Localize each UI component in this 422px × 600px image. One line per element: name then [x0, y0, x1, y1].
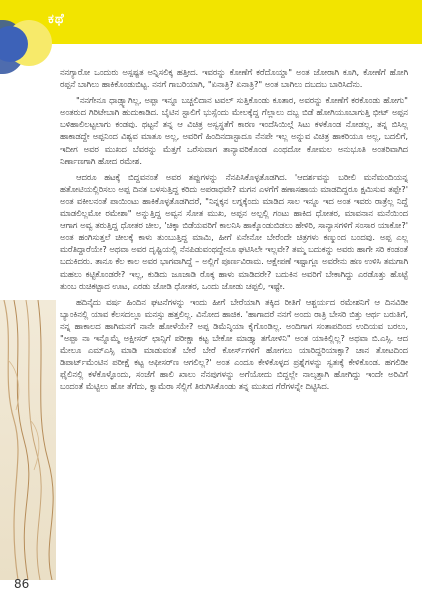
page-number: 86 [14, 577, 30, 591]
article-body [60, 66, 408, 592]
section-title: ಕಥೆ [48, 12, 65, 27]
wood-grain-illustration [0, 300, 56, 580]
paragraph: ಹದಿನೈದು ವರ್ಷ ಹಿಂದಿನ ಘಟನೆಗಳನ್ನು ಇಂದು ಹೀಗೆ ಬೇರೆಯಾಗಿ ತಕ್ಕಿದ ರೀತಿಗೆ ಆಶ್ಚರ್ಯದ ರಮೇಶನಿಗೆ ಆ ದಿನವಿಡೀ ಬ್ಯಾಂಕಿನಲ್ಲಿ ಯಾವ ಕೆಲಸದಲ್ಲೂ ಮನಸ್ಸು ಹತ್ತಲಿಲ್ಲ. ವಿನೋದ ಹಾಜಿಕ. 'ಹಾಗಾದರೆ ನನಗೆ ಅಂದು ರಾತ್ರಿ ಬೇಸರಿ ಬಿತ್ತು ಆರ್ಥ ಬರುತಿಗೆ, ನನ್ನ ಹಾಕಾಲದ ಹಾಗಿಮನಗೆ ನಾನೇ ಹೋಳೆಯೇ? ಅಪ್ಪ ಡಿಮೆನ್ಶಿಯಾ ಕೈಗೊಂಡಿಲ್ಲ. ಅಂದಿಗಾಗ ಸಂತಾಪದಿಂದ ಉದಿಯವ ಬರಲು, "ಅಪ್ಪಾ ನಾ ಇನ್ನೊಮ್ಮೆ ಅಕ್ಷೀಸರ್ ಛಾನ್ಸಿಗೆ ಪರೀಕ್ಷಾ ಕಟ್ಟ ಬೇಕೋ ಮಾಡ್ತ್ಯಾ ತಗೋಳಿನಿ" ಅಂತ ಯಾಕಿಲ್ಲಿಲ್ಲ? ಅಥವಾ ಬಿ.ಎಸ್ಸಿ. ಆದ ಮೇಲೂ ಎಮ್ಎಸ್ಸಿ ಮಾಡಿ ಮಾಡುವಂತೆ ಬೇರೆ ಬೇರೆ ಕೋರ್ಸ್‌ಗಳಿಗೆ ಹೋಗಲು ಯಾರಿದ್ದರಿಯಾಕ್ಸಾ? ಚಾನ ತೋಟದಿಂದ ಡಿಪಾರ್ಟ್‌ಮೆಂಟಿನ ಪರೀಕ್ಷೆ ಕಟ್ಟ ಆಫೀಸರ್‌ಣ ಆಗಲಿಲ್ಲ?' ಅಂತ ಎಂದೂ ಕೇಳಿಕೊಳ್ಳದ ಪ್ರಶ್ನೆಗಳನ್ನು ಸ್ವತಃಕ್ಕೆ ಕೇಳಿಕೊಂಡ. ಹಗಲಿಡೀ ಫೈಲಿನಲ್ಲಿ ಕಳೆಕೊಳ್ಳೊಂದು, ಸಂಜೆಗೆ ಹಾಲಿ ಖಾಲು ನೆನಪುಗಳನ್ನು ಅಗೆಯೋದು ಬಿದ್ದಲ್ಲೇ ನಾಲ್ಕತ್ತಾಗಿ ಹೋಗಿದ್ದು ಇಂದೇ ಅರಿವಿಗೆ ಬಂದಂತೆ ಮೆಟ್ಟಿಲು ಹೋ ತೆಗೆದು, ಕ್ವಾಮೆರಾ ಸೆಲ್ಲಿಗೆ ತಿರುಗಿಸಿಕೊಂಡು ತನ್ನ ಮುಖದ ಗೆರೆಗಳನ್ನೇ ದಿಟ್ಟಿಸಿದ. [60, 296, 408, 392]
paragraph: ಆದರೂ ಹಟಕ್ಕೆ ಬಿದ್ದವನಂತೆ ಅವರ ತಪ್ಪುಗಳನ್ನು ನೆನಪಿಸಿಕೊಳ್ಳತೊಡಗಿದ. 'ಆದರ್ಶವನ್ನು ಬರೀಲಿ ಮನೆಮಂದಿಯನ್ನ ಹತೋಟಿಯಲ್ಲಿರಿಸಲು ಅಪ್ಪ ದಿನತ ಬಳಸುತ್ತಿದ್ದ ಕರಿದು ಅಪರಾಧವೇ? ಮಗನ ಎಳಗೆಗೆ ಹಣಾಸಹಾಯ ಮಾಡದಿದ್ದರೂ ಕ್ಷಮಿಸುವ ತಪ್ಪೇ?' ಅಂತ ವಕೀಲನಂತೆ ಪಾಯಿಂಟು ಹಾಕಿಕೊಳ್ಳತೊಡಗಿದರೆ, "ನಿನ್ನಕ್ಕನ ಲಗ್ನಕ್ಕೆಂದು ಮಾಡಿದ ಸಾಲ ಇನ್ನೂ ಇದ ಅಂತ ಇವರು ರಾತ್ರೆಲ್ಲ ನಿದ್ದೆ ಮಾಡಲಿಲ್ಲಮೋ ರಮೇಶಾ" ಅನ್ನುತ್ತಿದ್ದ ಅವ್ವನ ಸೋತ ಮುಖ, ಅಪ್ಪನ ಅಲ್ಪಲ್ಲಿ ಗಂಟು ಹಾಕಿದ ಧೋತರ, ಮಾವನಾನ ಮನೆಯಿಂದ ಆಗಾಗ ಅವ್ವ ತರುತ್ತಿದ್ದ ಧೋತರ ಚೀಲ, 'ಚಿಕ್ಕಾ ಬಿಡೆಯವರಿಗೆ ಕಾಲನಿಸಿ ಹಾಕ್ಕೊಂಡುಬಿಡಲು ಹೇಳಿರಿ, ಸಾನ್ಯಾಸಗಳಿಗೆ ಸಂಸಾರ ಯಾಕೋ?' ಅಂತ ಹಂಗಿಸುತ್ತಲೆ ಚೀಲಕ್ಕೆ ಕಾಳು ತುಂಬುತ್ತಿದ್ದ ಮಾಮಿ, ಹೀಗೆ ಏನೇನೋ ಬೇರೆಂದೇ ಚಿತ್ರಗಳು ಕಣ್ಮುಂದ ಬಂದವು. ಅಪ್ಪ ಎಲ್ಲ ಮರೆತಿದ್ದಾರೆಯೇ? ಅಥವಾ ಅವರ ದೃಷ್ಟಿಯಲ್ಲಿ ನೆನಪಿಡುವಂಥದ್ದೇನೂ ಘಟಿಸಿಲೇ ಇಲ್ಲವೇ? ತಮ್ಮ ಬದುಕನ್ನು ಅವರು ಹಾಗೇ ಸರಿ ಕಂಡಂತೆ ಬದುಕಿದರು. ತಾನೂ ಕೆಲ ಕಾಲ ಅವರ ಭಾಗವಾಗಿದ್ದೆ – ಅಲ್ಲಿಗೆ ಪೂರ್ಣವಿರಾಮ. ಆಕ್ಷೇಪಣೆ ಇಷ್ಟಾಗ್ಲೂ ಅವರೇನು ಹಣ ಉಳಿಸಿ ತಮಗಾಗಿ ಮಹಲು ಕಟ್ಟಿಕೊಂಡರೇ? ಇಲ್ಲ, ಕುಡಿದು ಜೂಜಾಡಿ ರೊಕ್ಕ ಹಾಳು ಮಾಡಿದರೇ? ಬದುಕಿನ ಅವರಿಗೆ ಬೇಕಾಗಿದ್ದು ಎರಡೊತ್ತು ಹೊಟ್ಟೆ ತುಂಬ ರುಚಿಕಟ್ಟಾದ ಊಟ, ಎರಡು ಜೋಡಿ ಧೋತರ, ಒಂದು ಜೋಡು ಚಪ್ಪಲಿ, ಇಷ್ಟೇ. [60, 171, 408, 291]
paragraph: "ನನಗೇನೂ ಧಾಡ್ಸ್ಯಾಗಿಲ್ಲ, ಅಪ್ಪಾ ಇನ್ನೂ ಬಚ್ಚಲಿದಾನ ಟವಲ್ ಸುತ್ತಿಕೊಂಡು ಕೂತಾರ, ಅವರನ್ನು ಕೋಣೆಗೆ ಕರಕೊಂಡು ಹೋಗು" ಅಂತರುದ ಗಿರಿಟೇಬಾಗಿ ಹುದುಕಾಡಿದ. ಬೈಟಿನ ಸ್ಟಾಲಿಗೆ ಭುಸ್ಸೆಂದು ಮೇಲಕ್ಕೆದ್ದ ಗೆಲ್ಲಾಲು ದಬ್ಬ ಬಿಡೆ ಹೋಗಿಯೂಬಾಗುತ್ತಿ ಭೀಟ್ ಅಪ್ಪನ ಬಳಿಹಾಲಿಲಟ್ಟಲಾಗು ಕಂಡವು. ಥಟ್ಟನೆ ತನ್ನ ಆ ವಿಚಿತ್ರ ಅಸ್ವಸ್ಥತೆಗೆ ಕಾರಣ ಇಂದೆಸಿಯಿಲ್ಗೆ ಸಿಟು ಕಳಕೊಂಡ ನೋಡಲ್ಲ, ತನ್ನ ಬಿಸಿಲ್ಲ ಹಾಕಾಡದ್ದೇ ಅಪ್ಪನಿಂದ ವಿಶ್ವವ ಮಾತೂ ಅಲ್ಲ, ಅವರಿಗೆ ಹಿಂದಿನದಾಸ್ಟಾದೂ ನೆನಪೇ ಇಲ್ಲ ಅನ್ನುವ ವಿಚಿತ್ರ ಹಾಕರಿಯೂ ಅಲ್ಲ, ಬದಲಿಗೆ, ಇದೀಗ ಅವರ ಮುಖದ ಬೆವರನ್ನು ಮೆತ್ತಗೆ ಒರೆಸುವಾಗ ತಾನ್ಯಾವರಿಕೊಂಡ ಎಂಥದೋ ಕೋಮಲ ಅನುಭೂತಿ ಅಂತರಿವಾಗಿದ ನಿರ್ಣಾಣಗಾಗಿ ಹೋದ ರಮೇಶ. [60, 95, 408, 166]
paragraph: ನನಗ್ಯಾರೋ ಒಂದುರು ಅಸ್ಪಷ್ಟತ ಅನ್ನಿಸಲಿಕ್ಕ ಹತ್ತೀದ. ಇವರನ್ನು ಕೋಣೆಗೆ ಕರೆದೊಯ್ದಾ" ಅಂತ ಜೋರಾಗಿ ಕೂಗಿ, ಕೋಣೆಗೆ ಹೋಗಿ ರಪ್ಪನೆ ಬಾಗಿಲು ಹಾಕಿಕೊಂಡುಬಿಟ್ಟ. ನನಗೆ ಗಾಬರಿಯಾಗಿ, "ಏನಾತ್ರಿ? ಏನಾತ್ರಿ?" ಅಂತ ಬಾಗಿಲು ದಬದಬ ಬಾರಿಸಿದೆನು. [60, 67, 408, 90]
margin-illustration [0, 300, 56, 580]
